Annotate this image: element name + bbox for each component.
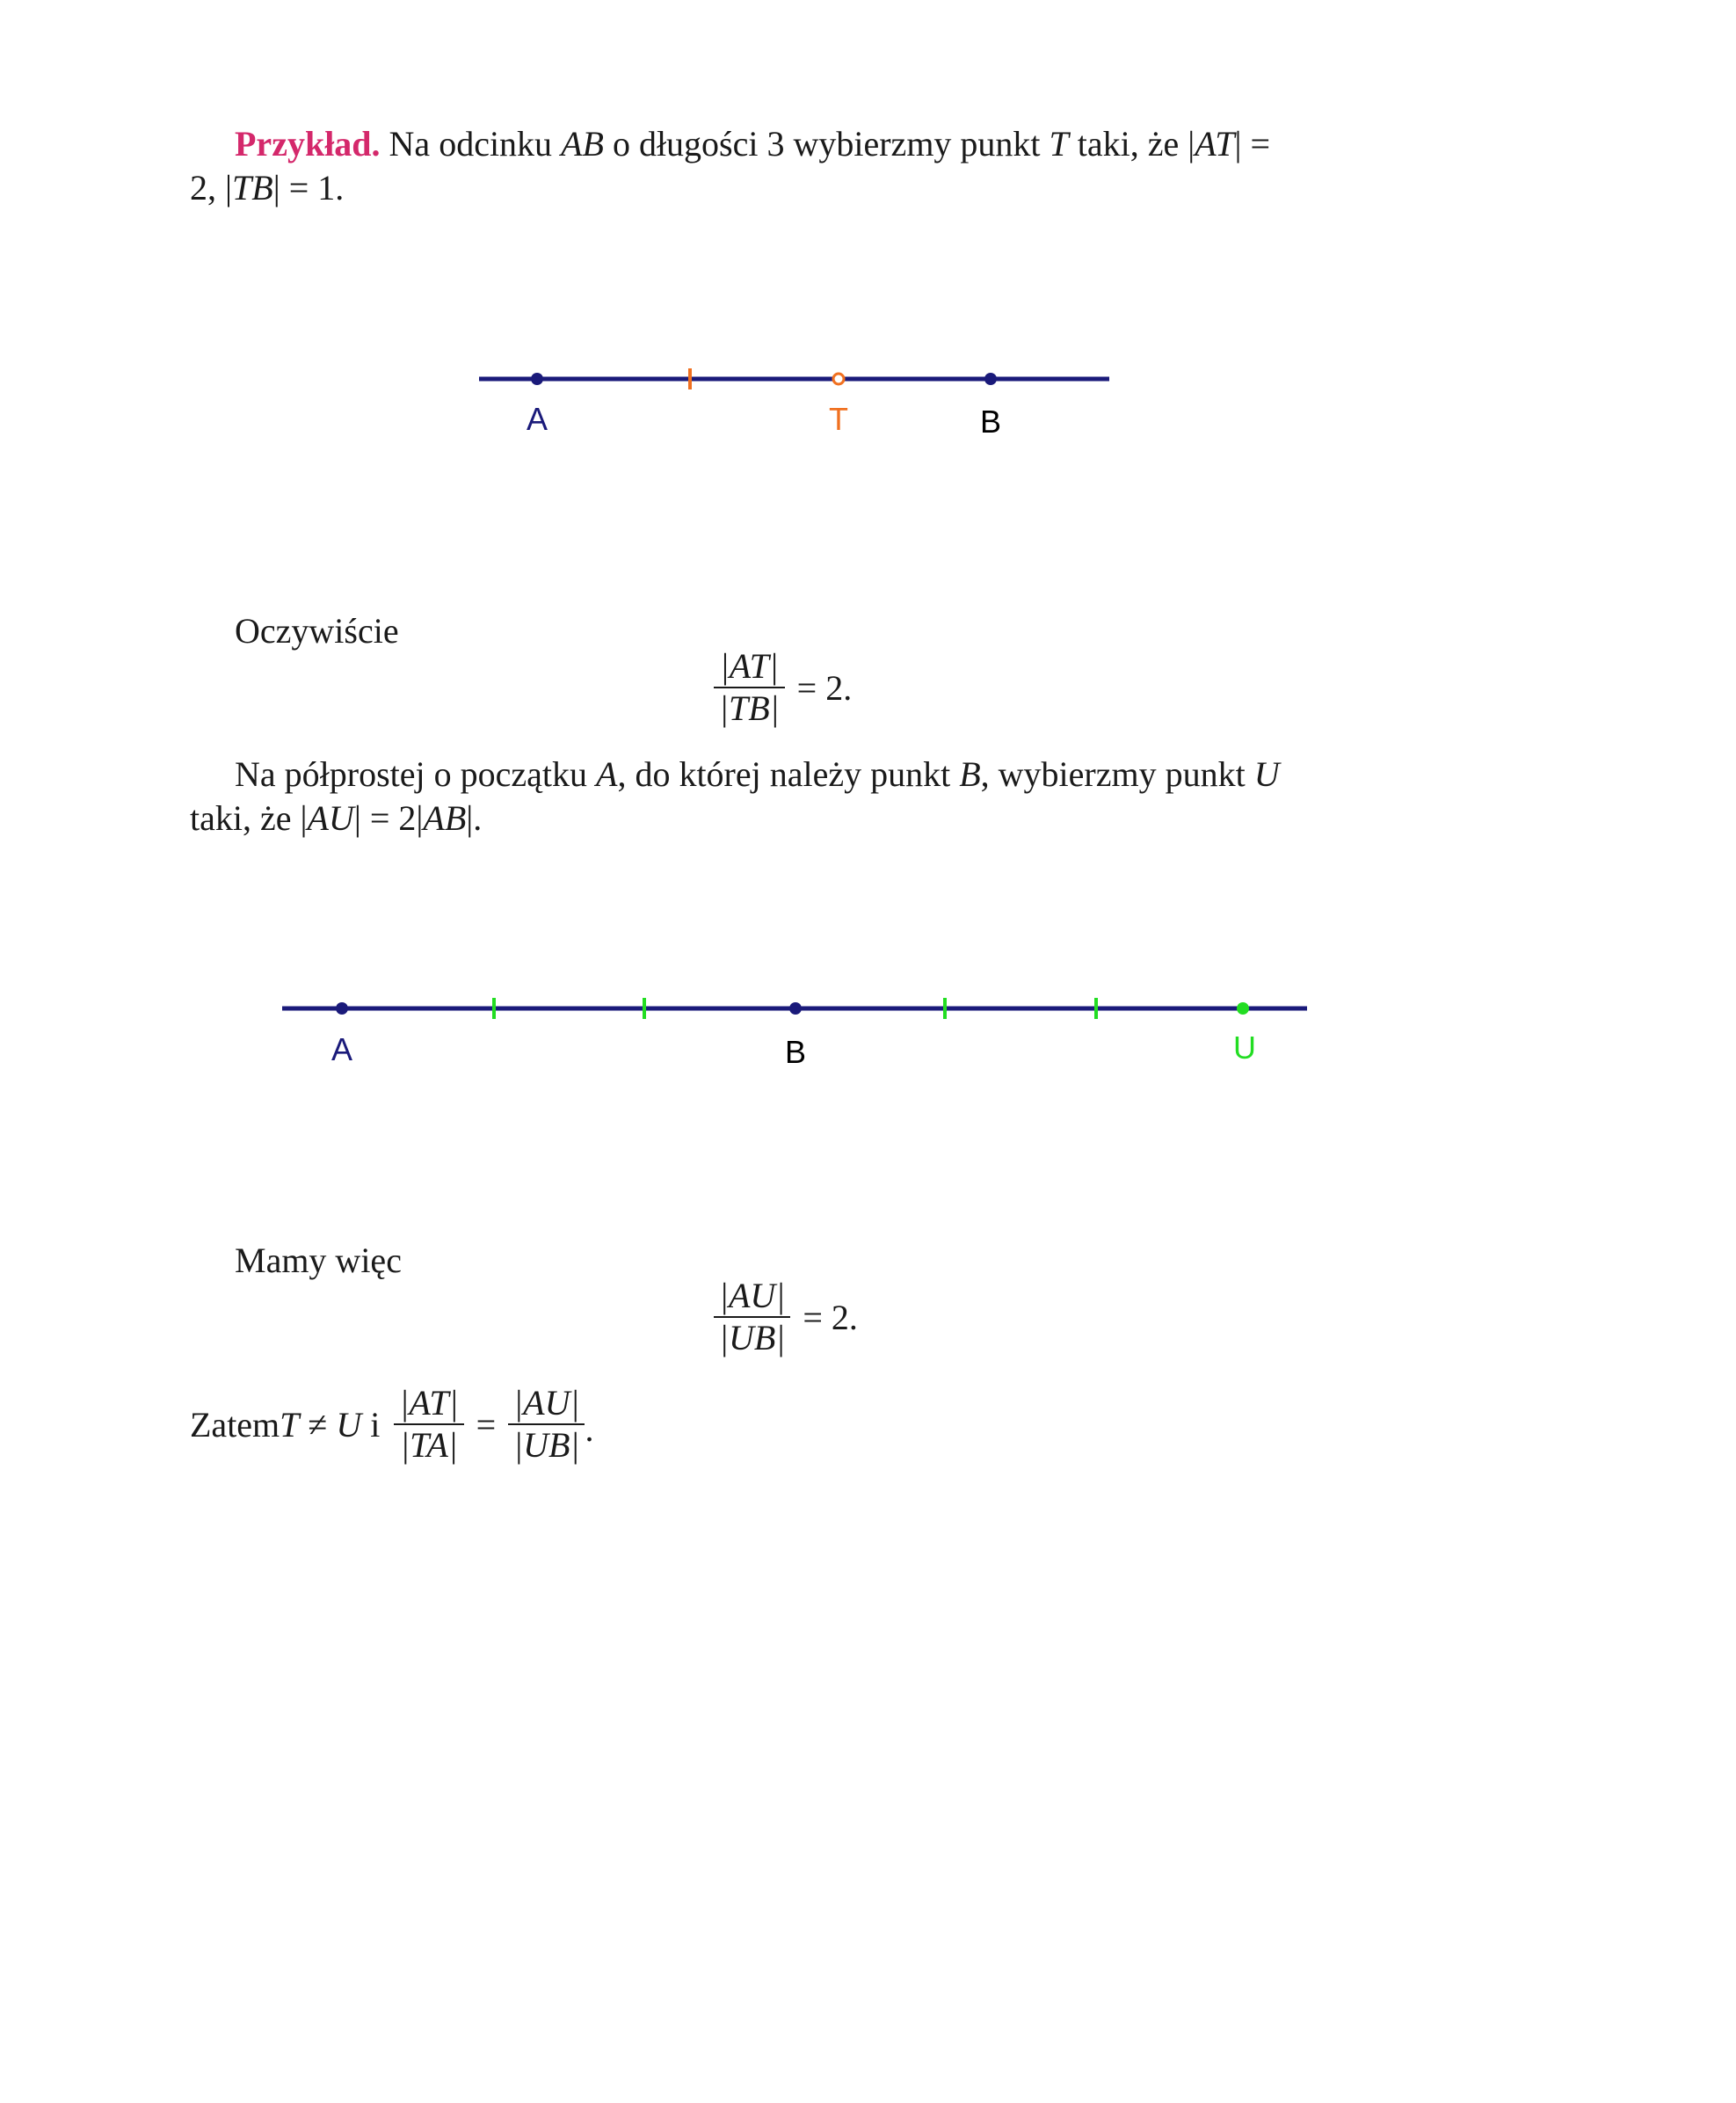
math-T: T <box>280 1404 300 1444</box>
math-U: U <box>336 1404 362 1444</box>
text-fragment: Zatem <box>190 1404 280 1444</box>
paragraph-ray-line1 <box>235 753 1280 796</box>
period: . <box>585 1409 594 1449</box>
math-U: U <box>1253 754 1280 794</box>
text-fragment: | = 2| <box>353 798 424 838</box>
point-A <box>336 1002 348 1015</box>
example-heading: Przykład. <box>235 124 381 164</box>
equation-AU-UB <box>714 1276 870 1358</box>
equation-rhs: = 2. <box>803 1297 858 1337</box>
text-fragment: | = 1. <box>272 168 345 207</box>
label-U: U <box>1233 1030 1256 1066</box>
equation-AT-TB <box>714 646 864 729</box>
math-A: A <box>596 754 618 794</box>
text-fragment: taki, że | <box>190 798 308 838</box>
math-B: B <box>959 754 981 794</box>
point-U <box>1237 1002 1249 1015</box>
equation-rhs: = 2. <box>796 667 853 708</box>
fraction-AU-over-UB <box>508 1383 585 1466</box>
fraction-denominator: |UB| <box>513 1425 580 1465</box>
paragraph-obviously: Oczywiście <box>235 611 399 651</box>
fraction-numerator: |AT| <box>394 1383 463 1425</box>
math-AB: AB <box>423 798 467 838</box>
fraction-AT-over-TB <box>714 646 785 729</box>
math-AU: AU <box>307 798 354 838</box>
fraction-denominator: |UB| <box>719 1318 786 1357</box>
label-A: A <box>526 401 548 437</box>
fraction-numerator: |AU| <box>508 1383 585 1425</box>
paragraph-ray-line2 <box>190 797 482 840</box>
math-AT: AT <box>1195 124 1235 164</box>
label-A: A <box>330 1031 353 1067</box>
text-fragment: o długości 3 wybierzmy punkt <box>603 124 1050 164</box>
figure-segment-AB <box>479 368 1109 440</box>
fraction-numerator: |AU| <box>714 1276 790 1318</box>
math-neq: ≠ <box>299 1404 337 1444</box>
text-fragment: Na półprostej o początku <box>235 754 596 794</box>
text-fragment: , wybierzmy punkt <box>980 754 1254 794</box>
math-TB: TB <box>232 168 273 207</box>
fraction-numerator: |AT| <box>714 646 785 688</box>
text-fragment: i <box>361 1404 389 1444</box>
figure-ray-AU <box>282 998 1307 1070</box>
paragraph-so-we-have: Mamy więc <box>235 1241 402 1280</box>
point-B <box>984 373 997 385</box>
point-B <box>789 1002 802 1015</box>
math-AB: AB <box>561 124 604 164</box>
text-fragment: | = <box>1234 124 1271 164</box>
equals-sign: = <box>476 1404 497 1444</box>
label-B: B <box>784 1034 807 1070</box>
label-B: B <box>979 404 1002 440</box>
label-T: T <box>829 401 848 437</box>
conclusion-line <box>190 1383 593 1466</box>
text-fragment: , do której należy punkt <box>617 754 960 794</box>
fraction-AU-over-UB <box>714 1276 790 1358</box>
text-fragment: Na odcinku <box>380 124 562 164</box>
fraction-denominator: |TB| <box>719 688 780 728</box>
text-fragment: taki, że | <box>1068 124 1195 164</box>
point-T <box>833 374 844 384</box>
fraction-AT-over-TA <box>394 1383 463 1466</box>
math-T: T <box>1049 124 1069 164</box>
point-A <box>531 373 543 385</box>
fraction-denominator: |TA| <box>400 1425 458 1465</box>
text-fragment: 2, | <box>190 168 233 207</box>
text-fragment: |. <box>466 798 483 838</box>
